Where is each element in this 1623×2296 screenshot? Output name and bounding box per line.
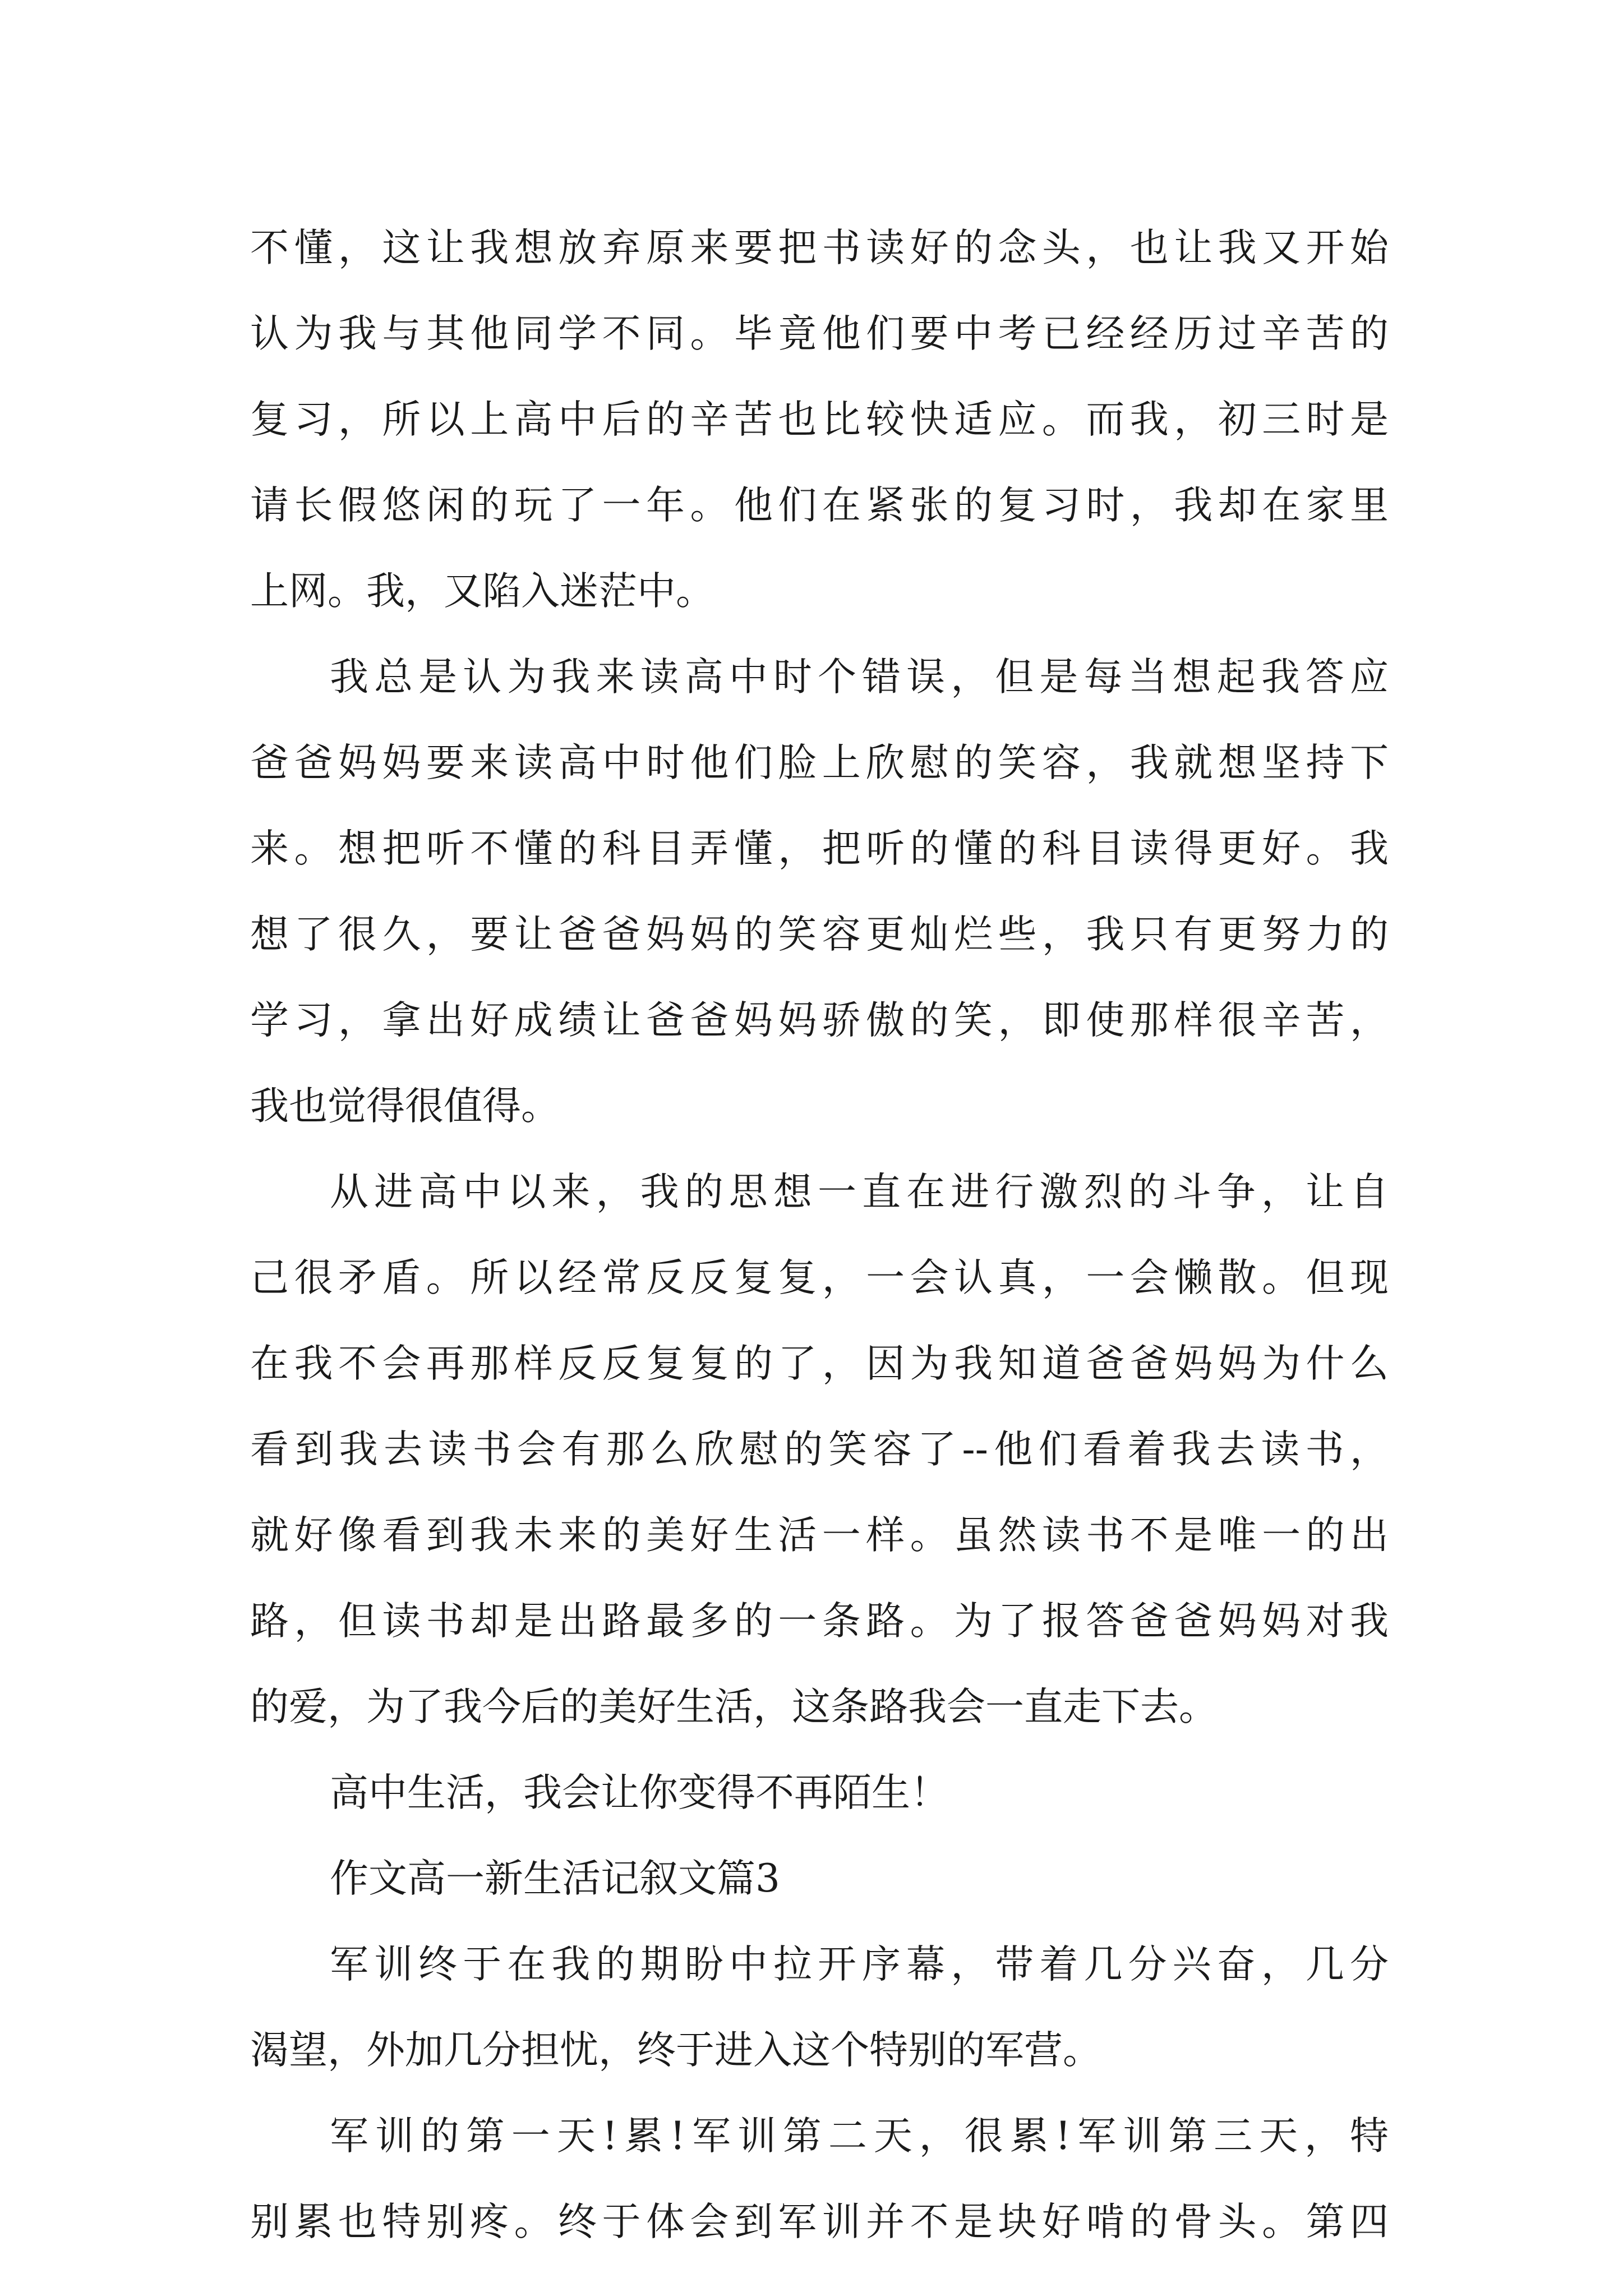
text-line: 想了很久，要让爸爸妈妈的笑容更灿烂些，我只有更努力的 [250,912,1389,957]
text-line: 军训的第一天!累!军训第二天，很累!军训第三天，特 [330,2114,1389,2159]
text-line: 从进高中以来，我的思想一直在进行激烈的斗争，让自 [330,1170,1389,1214]
text-line: 看到我去读书会有那么欣慰的笑容了--他们看着我去读书， [250,1427,1389,1472]
text-line: 我总是认为我来读高中时个错误，但是每当想起我答应 [330,655,1389,700]
text-line: 军训终于在我的期盼中拉开序幕，带着几分兴奋，几分 [330,1942,1389,1987]
text-line: 作文高一新生活记叙文篇3 [330,1856,780,1901]
text-line: 就好像看到我未来的美好生活一样。虽然读书不是唯一的出 [250,1513,1389,1558]
text-line: 不懂，这让我想放弃原来要把书读好的念头，也让我又开始 [250,226,1389,270]
body-text [250,205,1389,2265]
text-line: 我也觉得很值得。 [250,1084,560,1129]
text-line: 在我不会再那样反反复复的了，因为我知道爸爸妈妈为什么 [250,1341,1389,1386]
text-line: 上网。我，又陷入迷茫中。 [250,569,714,614]
text-line: 来。想把听不懂的科目弄懂，把听的懂的科目读得更好。我 [250,826,1389,871]
text-line: 认为我与其他同学不同。毕竟他们要中考已经经历过辛苦的 [250,311,1389,356]
text-line: 别累也特别疼。终于体会到军训并不是块好啃的骨头。第四 [250,2200,1389,2244]
text-line: 的爱，为了我今后的美好生活，这条路我会一直走下去。 [250,1685,1218,1729]
text-line: 高中生活，我会让你变得不再陌生！ [330,1770,949,1815]
text-line: 己很矛盾。所以经常反反复复，一会认真，一会懒散。但现 [250,1255,1389,1300]
text-line: 爸爸妈妈要来读高中时他们脸上欣慰的笑容，我就想坚持下 [250,740,1389,785]
text-line: 渴望，外加几分担忧，终于进入这个特别的军营。 [250,2028,1101,2073]
text-line: 复习，所以上高中后的辛苦也比较快适应。而我，初三时是 [250,397,1389,442]
text-line: 路，但读书却是出路最多的一条路。为了报答爸爸妈妈对我 [250,1599,1389,1644]
text-line: 请长假悠闲的玩了一年。他们在紧张的复习时，我却在家里 [250,483,1389,528]
text-line: 学习，拿出好成绩让爸爸妈妈骄傲的笑，即使那样很辛苦， [250,998,1389,1043]
